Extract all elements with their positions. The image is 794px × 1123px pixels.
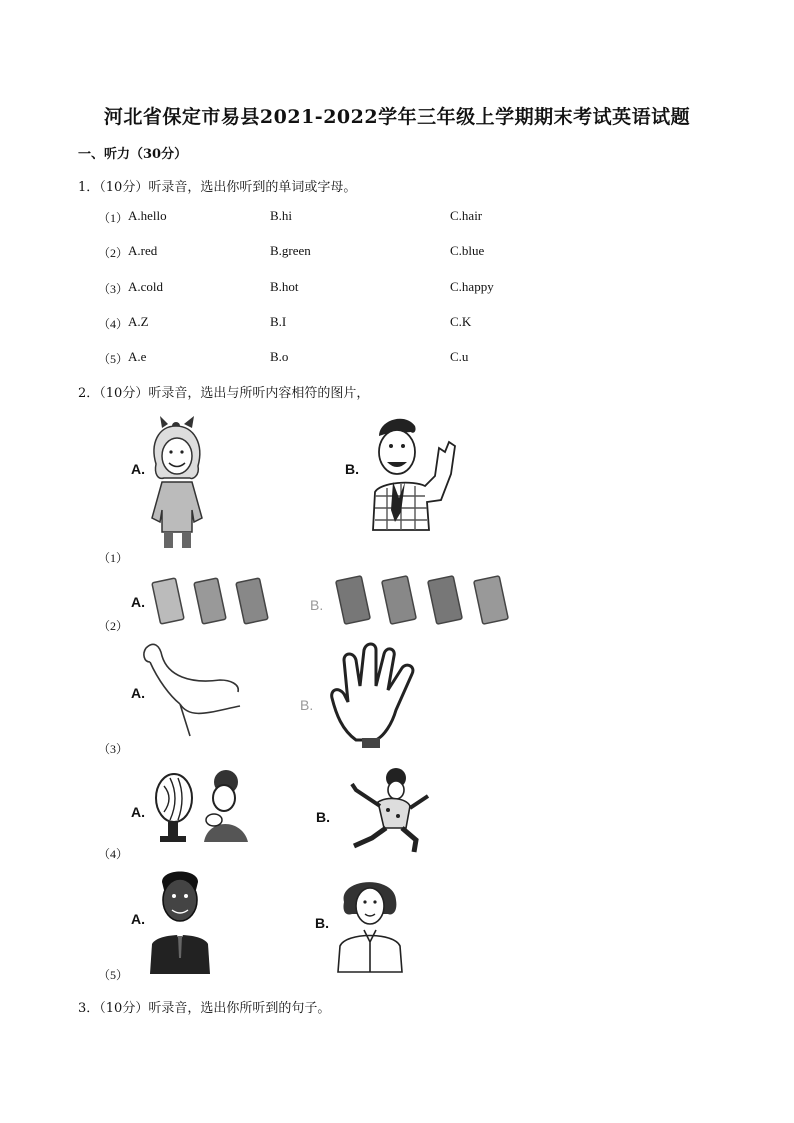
option-b-label: B. [300,697,314,713]
option-a-label: A. [131,594,145,610]
fan-and-woman-picture [152,768,250,844]
item-number: （5） [98,968,129,982]
option-b: B.green [270,243,311,258]
item-number: （2） [98,246,129,260]
option-a: A.Z [128,314,149,329]
question-2-stem: 2．（10分）听录音，选出与所听内容相符的图片， [78,386,370,401]
man-portrait-picture [150,866,210,976]
item-number: （3） [98,282,129,296]
three-crayons-picture [152,574,272,628]
option-a: A.cold [128,279,164,294]
item-number: （3） [98,742,129,756]
item-number: （4） [98,317,129,331]
option-b: B.hi [270,208,293,223]
option-a: A.e [128,349,147,364]
question-3-stem: 3．（10分）听录音，选出你所听到的句子。 [78,1001,331,1016]
item-number: （5） [98,352,129,366]
item-number: （4） [98,847,129,861]
option-b-label: B. [310,597,324,613]
item-number: （1） [98,211,129,225]
option-c: C.K [450,314,472,329]
option-a-label: A. [131,911,145,927]
option-a: A.hello [128,208,167,223]
option-a-label: A. [131,685,145,701]
foot-picture [140,640,244,740]
running-man-picture [344,766,434,856]
page-title: 河北省保定市易县2021-2022学年三年级上学期期末考试英语试题 [103,106,691,128]
option-c: C.hair [450,208,483,223]
option-c: C.u [450,349,469,364]
option-a: A.red [128,243,158,258]
option-c: C.happy [450,279,494,294]
girl-picture [150,414,210,550]
option-b-label: B. [315,915,329,931]
option-b-label: B. [345,461,359,477]
option-c: C.blue [450,243,485,258]
four-crayons-picture [336,572,518,628]
option-a-label: A. [131,804,145,820]
question-1-stem: 1．（10分）听录音，选出你听到的单词或字母。 [78,180,357,195]
item-number: （1） [98,551,129,565]
hand-picture [326,640,426,750]
option-b: B.hot [270,279,299,294]
item-number: （2） [98,619,129,633]
option-b: B.I [270,314,287,329]
option-a-label: A. [131,461,145,477]
boy-waving-picture [365,412,465,532]
option-b-label: B. [316,809,330,825]
option-b: B.o [270,349,289,364]
section-heading-listening: 一、听力（30分） [78,147,188,162]
woman-portrait-picture [334,872,406,974]
